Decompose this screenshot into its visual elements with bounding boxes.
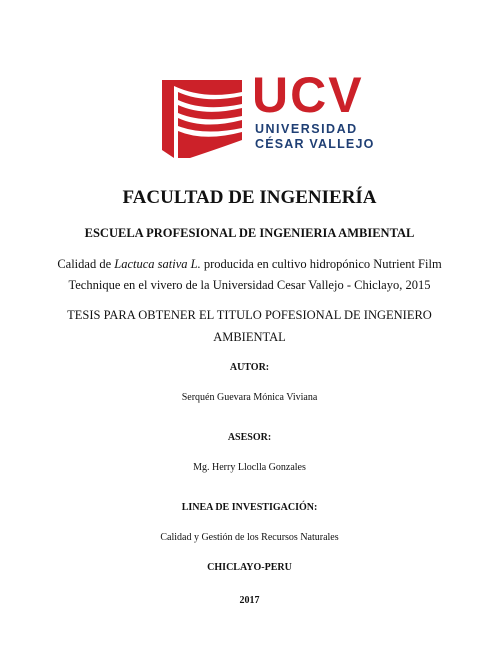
research-line-label: LINEA DE INVESTIGACIÓN: — [181, 502, 318, 513]
author-label: AUTOR: — [229, 362, 270, 373]
advisor-label: ASESOR: — [227, 432, 272, 443]
place-label: CHICLAYO-PERU — [207, 562, 292, 573]
logo-university-line: UNIVERSIDAD — [255, 122, 358, 136]
title-prefix: Calidad de — [57, 257, 115, 271]
faculty-heading: FACULTAD DE INGENIERÍA — [122, 187, 377, 208]
title-suffix: producida en cultivo hidropónico Nutrient Film — [200, 257, 442, 271]
thesis-title-line-1 — [0, 256, 499, 272]
logo-name-line: CÉSAR VALLEJO — [255, 137, 375, 151]
ucv-shield-icon — [160, 70, 245, 158]
author-name: Serquén Guevara Mónica Viviana — [181, 392, 318, 403]
year-label: 2017 — [239, 595, 260, 606]
degree-statement-line-2: AMBIENTAL — [213, 330, 286, 344]
species-name: Lactuca sativa L. — [114, 257, 201, 271]
advisor-name: Mg. Herry Lloclla Gonzales — [193, 462, 306, 473]
thesis-title-line-2: Technique en el vivero de la Universidad Cesar Vallejo - Chiclayo, 2015 — [68, 278, 431, 292]
school-heading: ESCUELA PROFESIONAL DE INGENIERIA AMBIENTAL — [84, 226, 415, 240]
degree-statement-line-1: TESIS PARA OBTENER EL TITULO POFESIONAL DE INGENIERO — [67, 308, 432, 322]
logo-acronym: UCV — [252, 67, 364, 123]
university-logo — [160, 67, 375, 160]
research-line-value: Calidad y Gestión de los Recursos Naturales — [160, 532, 339, 543]
